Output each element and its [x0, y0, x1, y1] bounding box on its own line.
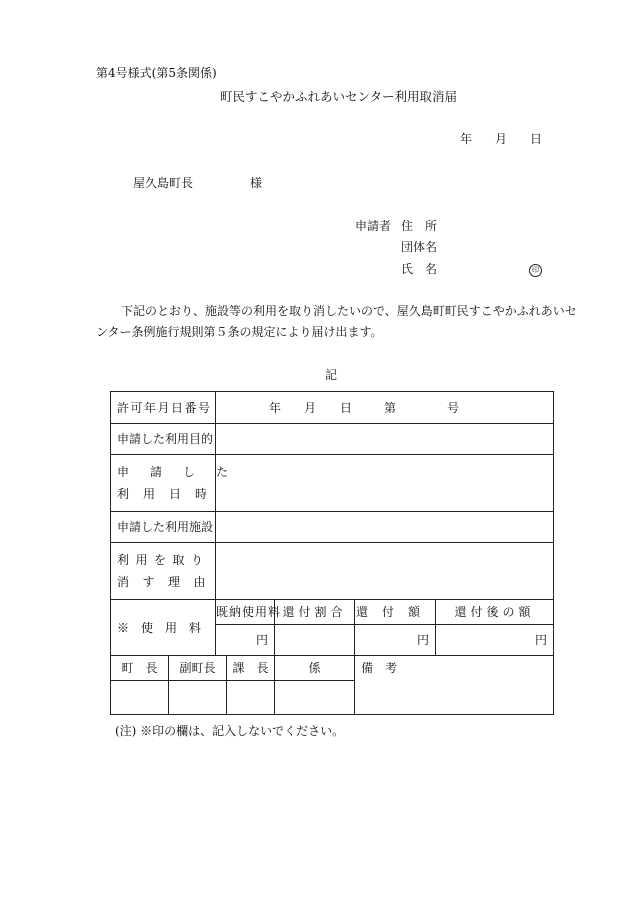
permit-row — [111, 392, 554, 424]
datetime-value-cell[interactable] — [216, 455, 554, 512]
fee-label: ※ 使 用 料 — [117, 620, 202, 635]
fee-label-cell — [111, 600, 216, 656]
fee-amount-value[interactable] — [355, 625, 436, 656]
fee-header-after — [436, 600, 554, 625]
purpose-row — [111, 424, 554, 455]
fee-header-row — [111, 600, 554, 625]
stamp-chief[interactable] — [227, 681, 275, 715]
fee-rate-value[interactable] — [275, 625, 355, 656]
reason-label-cell — [111, 543, 220, 600]
addressee-honorific: 様 — [250, 176, 263, 190]
stamp-staff[interactable] — [275, 681, 355, 715]
datetime-label-cell — [111, 455, 250, 512]
stamp-deputy[interactable] — [169, 681, 227, 715]
fee-header-amount-text: 還付額 — [356, 605, 435, 619]
group-label: 団体名 — [401, 240, 438, 254]
permit-no: 第 — [384, 400, 397, 415]
purpose-value-cell[interactable] — [216, 424, 554, 455]
approval-mayor-text: 町 長 — [121, 661, 158, 675]
permit-parts — [216, 402, 553, 414]
approval-deputy-text: 副町長 — [179, 661, 216, 675]
permit-value-cell[interactable] — [216, 392, 554, 424]
seal-icon: 印 — [529, 264, 542, 277]
fee-paid-value[interactable] — [216, 625, 275, 656]
addressee-name: 屋久島町長 — [133, 176, 194, 190]
datetime-row — [111, 455, 554, 512]
form-number: 第4号様式(第5条関係) — [96, 66, 217, 80]
approval-header-staff — [275, 656, 355, 681]
permit-go: 号 — [447, 400, 460, 415]
reason-label-1: 利用を取り — [117, 553, 210, 567]
fee-header-rate-text: 還付割合 — [282, 605, 347, 619]
permit-label-text: 許可年月日番号 — [117, 400, 212, 415]
seal-mark — [529, 262, 542, 277]
facility-value-cell[interactable] — [216, 512, 554, 543]
approval-header-deputy — [169, 656, 227, 681]
facility-label: 申請した利用施設 — [117, 520, 214, 534]
date-year: 年 — [460, 132, 473, 146]
body-line-1: 下記のとおり、施設等の利用を取り消したいので、屋久島町町民すこやかふれあいセ — [121, 304, 577, 318]
remarks-label: 備 考 — [361, 661, 398, 675]
reason-value-cell[interactable] — [216, 543, 554, 600]
permit-month: 月 — [304, 400, 317, 415]
fee-header-after-text: 還付後の額 — [454, 605, 535, 619]
form-table — [110, 391, 554, 715]
approval-header-row — [111, 656, 554, 681]
fee-header-rate — [275, 600, 355, 625]
reason-row — [111, 543, 554, 600]
datetime-label-1: 申請した — [117, 465, 250, 479]
fee-after-value[interactable] — [436, 625, 554, 656]
document-title: 町民すこやかふれあいセンター利用取消届 — [220, 89, 458, 104]
body-line-2: ンター条例施行規則第５条の規定により届け出ます。 — [96, 325, 383, 339]
approval-header-chief — [227, 656, 275, 681]
fee-header-paid-text: 既納使用料 — [216, 605, 282, 619]
fee-header-paid — [216, 600, 282, 625]
remarks-cell[interactable] — [355, 656, 554, 715]
purpose-label: 申請した利用目的 — [117, 432, 214, 446]
reason-label-2: 消す理由 — [117, 575, 220, 589]
address-label: 住 所 — [401, 219, 438, 233]
purpose-label-cell — [111, 424, 216, 455]
stamp-mayor[interactable] — [111, 681, 169, 715]
permit-day: 日 — [340, 400, 353, 415]
date-month: 月 — [494, 132, 507, 146]
yen-2: 円 — [417, 633, 430, 647]
permit-label — [117, 400, 212, 415]
footnote: (注) ※印の欄は、記入しないでください。 — [115, 724, 345, 738]
facility-label-cell — [111, 512, 216, 543]
approval-header-mayor — [111, 656, 169, 681]
yen-3: 円 — [535, 633, 548, 647]
yen-1: 円 — [256, 633, 269, 647]
datetime-label-2: 利用日時 — [117, 487, 222, 501]
ki-heading: 記 — [325, 368, 338, 382]
name-label: 氏 名 — [401, 262, 438, 276]
approval-staff-text: 係 — [308, 661, 321, 675]
applicant-label: 申請者 — [355, 219, 392, 233]
permit-year: 年 — [269, 400, 282, 415]
date-line — [460, 133, 542, 145]
permit-label-cell — [111, 392, 216, 424]
date-day: 日 — [529, 132, 542, 146]
facility-row — [111, 512, 554, 543]
approval-chief-text: 課 長 — [232, 661, 269, 675]
fee-header-amount — [355, 600, 436, 625]
